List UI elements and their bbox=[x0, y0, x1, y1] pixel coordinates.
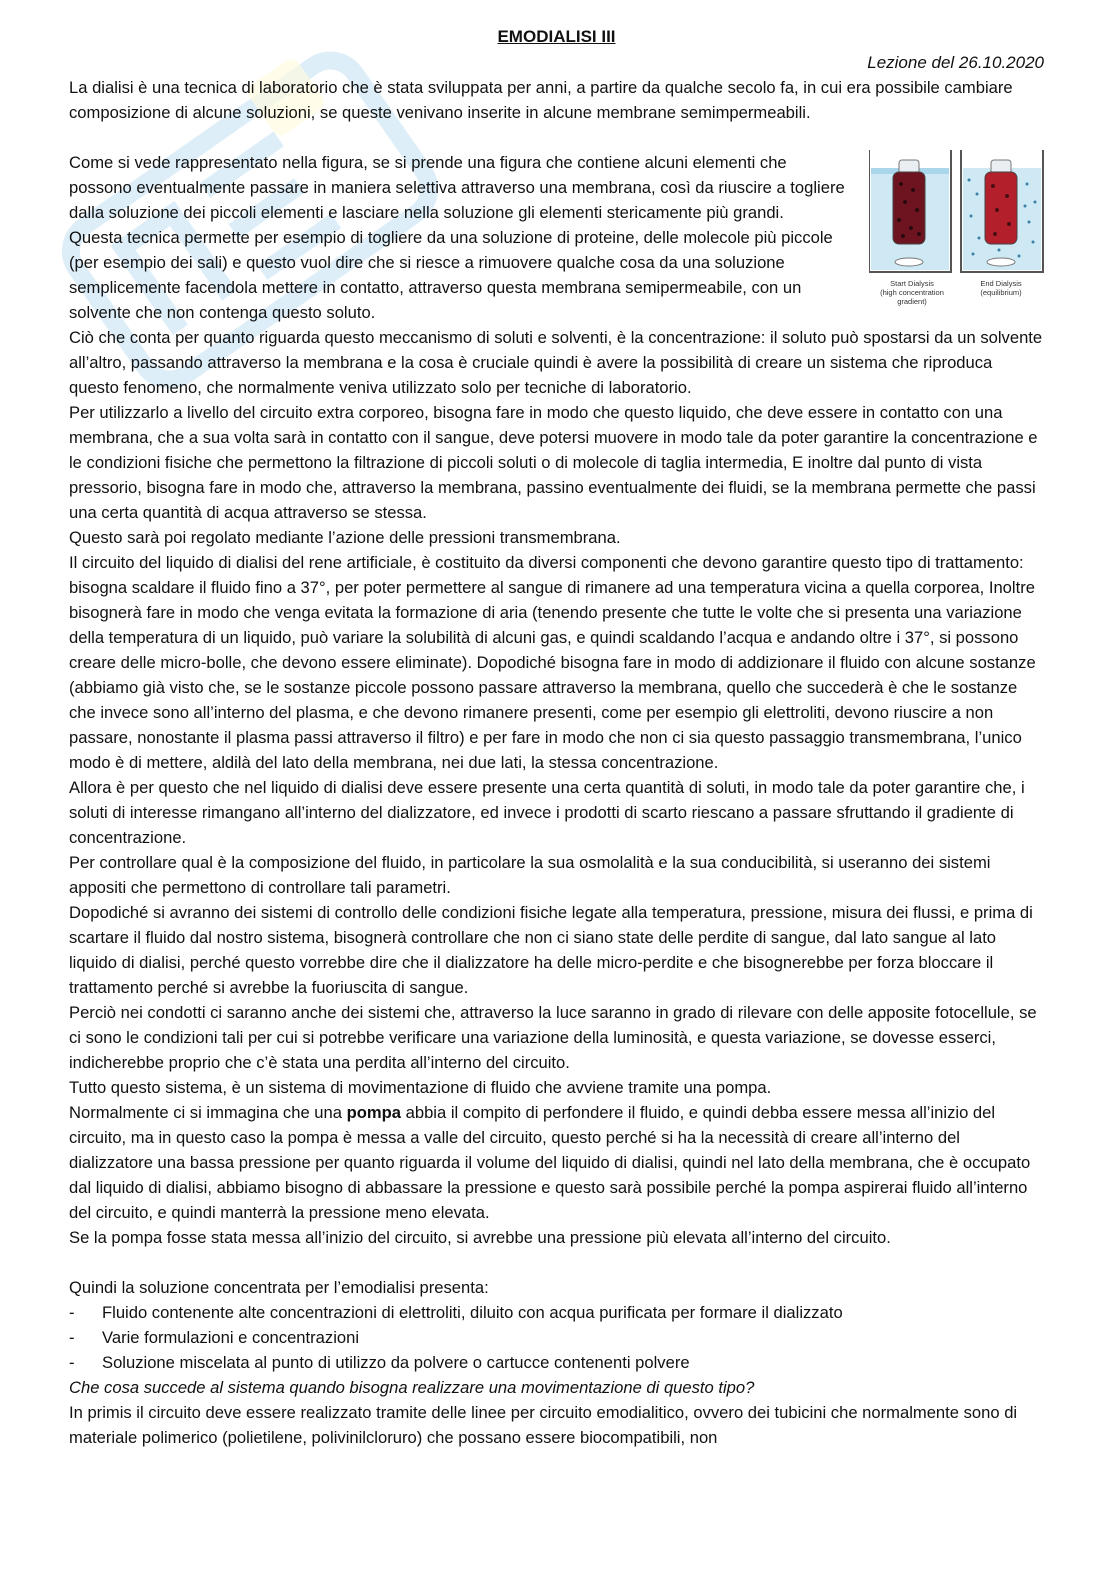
lesson-date: Lezione del 26.10.2020 bbox=[867, 53, 1044, 72]
paragraph-solutes: Allora è per questo che nel liquido di dialisi deve essere presente una certa quantità di soluti, in modo tale da poter garantire che, i soluti di interesse rimangano all’interno del dializzatore, ed invece i prodotti di scarto riescano a passare sfruttando il gradiente di concentrazione. bbox=[69, 778, 1025, 847]
end-dialysis-beaker bbox=[961, 150, 1043, 272]
paragraph-transmembrane: Questo sarà poi regolato mediante l’azione delle pressioni transmembrana. bbox=[69, 528, 621, 547]
document-page bbox=[69, 24, 1044, 1450]
question-heading: Che cosa succede al sistema quando bisogna realizzare una movimentazione di questo tipo? bbox=[69, 1378, 755, 1397]
dialysis-figure bbox=[869, 150, 1044, 306]
paragraph-extracorporeal: Per utilizzarlo a livello del circuito extra corporeo, bisogna fare in modo che questo liquido, che deve essere in contatto con una membrana, che a sua volta sarà in contatto con il sangue, deve potersi muovere in modo tale da poter garantire la concentrazione e le condizioni fisiche che permettono la filtrazione di piccoli soluti o di molecole di taglia intermedia, E inoltre dal punto di vista pressorio, bisogna fare in modo che, attraverso la membrana, passino eventualmente dei fluidi, se la membrana permette che passi una certa quantità di acqua attraverso se stessa. bbox=[69, 403, 1038, 522]
caption-start-title: Start Dialysis bbox=[890, 279, 934, 288]
paragraph-circuit: Il circuito del liquido di dialisi del rene artificiale, è costituito da diversi componenti che devono garantire questo tipo di trattamento: bisogna scaldare il fluido fino a 37°, per poter permettere al sangue di rimanere ad una temperatura vicina a quella corporea, Inoltre bisognerà fare in modo che venga evitata la formazione di aria (tenendo presente che tutte le volte che si presenta una variazione della temperatura di un liquido, può variare la solubilità di alcuni gas, e quindi scaldando l’acqua e andando oltre i 37°, si possono creare delle micro-bolle, che devono essere eliminate). Dopodiché bisogna fare in modo di addizionare il fluido con alcune sostanze (abbiamo già visto che, se le sostanze piccole possono passare attraverso la membrana, quello che succederà è che le sostanze che invece sono all’interno del plasma, e che devono rimanere presenti, come per esempio gli elettroliti, devono riuscire a non passare, nonostante il plasma passi attraverso il filtro) e per fare in modo che non ci sia questo passaggio transmembrana, l’unico modo è di mettere, aldilà del lato della membrana, nei due lati, la stessa concentrazione. bbox=[69, 553, 1036, 772]
caption-end bbox=[958, 279, 1044, 306]
caption-start-subtitle: (high concentration gradient) bbox=[880, 288, 944, 306]
document-title: EMODIALISI III bbox=[497, 27, 616, 46]
paragraph-technique: Questa tecnica permette per esempio di togliere da una soluzione di proteine, delle molecole più piccole (per esempio dei sali) e questo vuol dire che si riesce a rimuovere qualche cosa da una soluzione semplicemente facendola mettere in contatto, attraverso questa membrana semipermeabile, con un solvente che non contenga questo soluto. bbox=[69, 228, 833, 322]
paragraph-composition: Per controllare qual è la composizione del fluido, in particolare la sua osmolalità e la sua conducibilità, si useranno dei sistemi appositi che permettono di controllare tali parametri. bbox=[69, 853, 991, 897]
caption-start bbox=[869, 279, 955, 306]
paragraph-photocells: Perciò nei condotti ci saranno anche dei sistemi che, attraverso la luce saranno in grado di rilevare con delle apposite fotocellule, se ci sono le condizioni tali per cui si potrebbe verificare una variazione della luminosità, e questa variazione, se dovesse esserci, indicherebbe proprio che c’è stata una perdita all’interno del circuito. bbox=[69, 1003, 1037, 1072]
caption-end-title: End Dialysis bbox=[980, 279, 1022, 288]
paragraph-solution-intro: Quindi la soluzione concentrata per l’emodialisi presenta: bbox=[69, 1278, 489, 1297]
dialysis-illustration bbox=[869, 150, 1044, 278]
list-item: - Fluido contenente alte concentrazioni di elettroliti, diluito con acqua purificata per formare il dializzato bbox=[69, 1300, 1044, 1325]
paragraph-pump-system: Tutto questo sistema, è un sistema di movimentazione di fluido che avviene tramite una pompa. bbox=[69, 1078, 772, 1097]
paragraph-lines: In primis il circuito deve essere realizzato tramite delle linee per circuito emodialitico, ovvero dei tubicini che normalmente sono di materiale polimerico (polietilene, polivinilcloruro) che possano essere biocompatibili, non bbox=[69, 1403, 1018, 1447]
paragraph-figure-description: Come si vede rappresentato nella figura, se si prende una figura che contiene alcuni elementi che possono eventualmente passare in maniera selettiva attraverso una membrana, così da riuscire a togliere dalla soluzione dei piccoli elementi e lasciare nella soluzione gli elementi stericamente più grandi. bbox=[69, 153, 845, 222]
pump-bold: pompa bbox=[346, 1103, 402, 1122]
list-item: - Varie formulazioni e concentrazioni bbox=[69, 1325, 1044, 1350]
paragraph-controls: Dopodiché si avranno dei sistemi di controllo delle condizioni fisiche legate alla temperatura, pressione, misura dei flussi, e prima di scartare il fluido dal nostro sistema, bisognerà controllare che non ci siano state delle perdite di sangue, dal lato sangue al lato liquido di dialisi, perché questo vorrebbe dire che il dializzatore ha delle micro-perdite e che bisognerebbe per forza bloccare il trattamento perché si avrebbe la fuoriuscita di sangue. bbox=[69, 903, 1033, 997]
caption-end-subtitle: (equilibrium) bbox=[980, 288, 1022, 297]
start-dialysis-beaker bbox=[869, 150, 951, 272]
paragraph-pump bbox=[69, 1100, 1044, 1225]
pump-text-pre: Normalmente ci si immagina che una bbox=[69, 1103, 347, 1122]
pump-text-post: abbia il compito di perfondere il fluido, e quindi debba essere messa all’inizio del circuito, ma in questo caso la pompa è messa a valle del circuito, questo perché si ha la necessità di creare all’interno del dializzatore una bassa pressione per quanto riguarda il volume del liquido di dialisi, quindi nel lato della membrana, che è occupato dal liquido di dialisi, abbiamo bisogno di abbassare la pressione e questo sarà possibile perché la pompa aspirerai fluido all’interno del circuito, e quindi manterrà la pressione meno elevata. bbox=[69, 1103, 1031, 1222]
list-item: - Soluzione miscelata al punto di utilizzo da polvere o cartucce contenenti polvere bbox=[69, 1350, 1044, 1375]
paragraph-concentration: Ciò che conta per quanto riguarda questo meccanismo di soluti e solventi, è la concentrazione: il soluto può spostarsi da un solvente all’altro, passando attraverso la membrana e la cosa è cruciale quindi è avere la possibilità di creare un sistema che riproduca questo fenomeno, che normalmente veniva utilizzato solo per tecniche di laboratorio. bbox=[69, 328, 1043, 397]
paragraph-intro: La dialisi è una tecnica di laboratorio che è stata sviluppata per anni, a partire da qualche secolo fa, in cui era possibile cambiare composizione di alcune soluzioni, se queste venivano inserite in alcune membrane semimpermeabili. bbox=[69, 78, 1013, 122]
paragraph-pump-start: Se la pompa fosse stata messa all’inizio del circuito, si avrebbe una pressione più elevata all’interno del circuito. bbox=[69, 1228, 891, 1247]
solution-list bbox=[69, 1300, 1044, 1375]
